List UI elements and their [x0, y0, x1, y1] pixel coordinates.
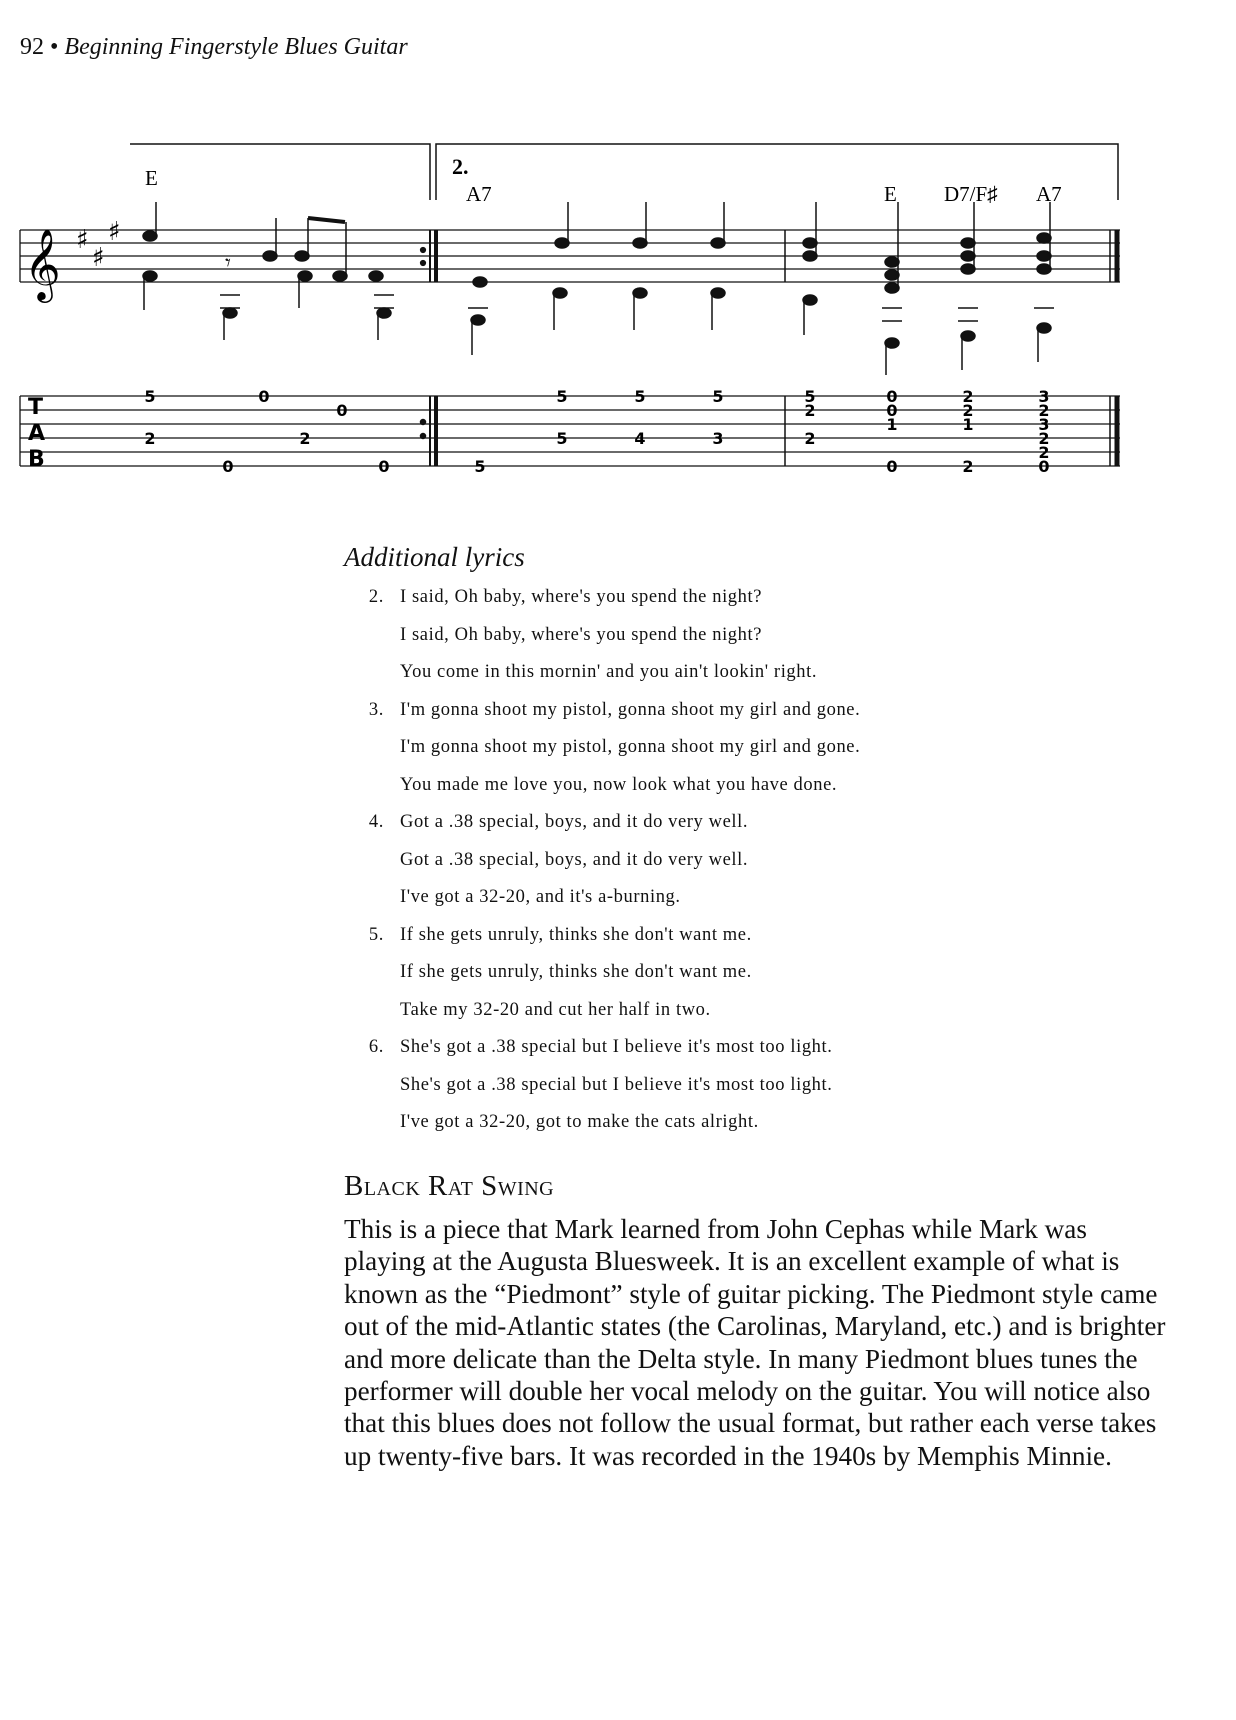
lyric-text: I've got a 32-20, got to make the cats alright. — [400, 1112, 759, 1132]
chord-symbol: D7/F♯ — [944, 182, 998, 206]
lyric-line — [362, 958, 1062, 996]
tab-number: 4 — [634, 429, 646, 448]
tab-clef-b: B — [28, 447, 45, 472]
chord-symbol: E — [884, 182, 897, 206]
tab-number: 2 — [804, 401, 816, 420]
chord-symbol: A7 — [1036, 182, 1062, 206]
tab-number: 0 — [336, 401, 348, 420]
verse-number: 4. — [368, 812, 384, 832]
lyric-line — [362, 733, 1062, 771]
music-notation-score — [0, 130, 1236, 510]
lyric-text: Take my 32-20 and cut her half in two. — [400, 999, 711, 1020]
lyric-line — [362, 1108, 1062, 1146]
lyric-line — [362, 1071, 1062, 1109]
lyric-line — [362, 996, 1062, 1034]
tab-number: 0 — [1038, 457, 1050, 476]
tab-number: 2 — [144, 429, 156, 448]
lyric-line — [362, 771, 1062, 809]
tab-clef-t: T — [28, 395, 44, 420]
lyric-text: You come in this mornin' and you ain't lookin' right. — [400, 662, 818, 682]
lyric-line — [362, 1033, 1062, 1071]
svg-text:♯: ♯ — [76, 225, 89, 255]
lyric-text: I'm gonna shoot my pistol, gonna shoot my girl and gone. — [400, 737, 861, 757]
tab-number: 5 — [144, 387, 156, 406]
notes — [143, 202, 1054, 375]
tab-clef-a: A — [28, 421, 46, 446]
tab-number: 0 — [258, 387, 270, 406]
svg-text:𝄾: 𝄾 — [225, 250, 231, 275]
tab-number: 5 — [804, 387, 816, 406]
lyric-text: If she gets unruly, thinks she don't want me. — [400, 924, 752, 945]
running-head — [20, 34, 408, 61]
tab-number: 2 — [962, 401, 974, 420]
tab-number: 3 — [1038, 387, 1050, 406]
tab-number: 2 — [1038, 429, 1050, 448]
verse-number: 5. — [368, 924, 384, 945]
tab-number: 0 — [886, 457, 898, 476]
lyric-text: Got a .38 special, boys, and it do very well. — [400, 849, 749, 870]
tab-number: 1 — [962, 415, 974, 434]
key-signature-icon — [76, 217, 121, 273]
lyric-text: She's got a .38 special but I believe it's most too light. — [400, 1037, 833, 1057]
tab-number: 0 — [886, 401, 898, 420]
lyric-line — [362, 846, 1062, 884]
lyric-line — [362, 921, 1062, 959]
tab-number: 1 — [886, 415, 898, 434]
lyric-text: She's got a .38 special but I believe it's most too light. — [400, 1074, 833, 1095]
tab-number: 2 — [962, 457, 974, 476]
svg-text:♯: ♯ — [92, 243, 105, 273]
treble-staff — [20, 230, 1120, 282]
tab-number: 2 — [804, 429, 816, 448]
lyric-line — [362, 658, 1062, 696]
tab-number: 0 — [886, 387, 898, 406]
lyrics-heading: Additional lyrics — [344, 542, 525, 572]
tab-number: 2 — [962, 387, 974, 406]
lyric-text: If she gets unruly, thinks she don't want me. — [400, 962, 752, 982]
tab-number: 2 — [299, 429, 311, 448]
chord-symbol: E — [145, 166, 158, 190]
lyric-line — [362, 583, 1062, 621]
lyric-text: Got a .38 special, boys, and it do very well. — [400, 812, 749, 832]
svg-text:♯: ♯ — [108, 217, 121, 247]
tab-number: 0 — [222, 457, 234, 476]
verse-number: 3. — [368, 699, 384, 720]
ending-label: 2. — [452, 154, 469, 179]
verse-number: 6. — [368, 1037, 384, 1057]
section-body-text: This is a piece that Mark learned from John Cephas while Mark was playing at the Augusta Bluesweek. It is an excellent example of what is known as the “Piedmont” style of guitar picking. The Piedmont style came out of the mid-Atlantic states (the Carolinas, Maryland, etc.) and is brighter and more delicate than the Delta style. In many Piedmont blues tunes the performer will double her vocal melody on the guitar. You will notice also that this blues does not follow the usual format, but rather each verse takes up twenty-five bars. It was recorded in the 1940s by Memphis Minnie. — [344, 1214, 1166, 1471]
tab-number: 5 — [556, 387, 568, 406]
lyric-text: I'm gonna shoot my pistol, gonna shoot my girl and gone. — [400, 699, 861, 720]
chord-symbol: A7 — [466, 182, 492, 206]
treble-clef-icon: 𝄞 — [24, 227, 61, 300]
lyric-text: I said, Oh baby, where's you spend the night? — [400, 624, 763, 645]
tab-number: 3 — [712, 429, 724, 448]
page-number: 92 • — [20, 34, 59, 60]
tab-number: 3 — [1038, 415, 1050, 434]
book-title: Beginning Fingerstyle Blues Guitar — [64, 34, 408, 60]
tab-number: 5 — [712, 387, 724, 406]
lyric-line — [362, 621, 1062, 659]
lyrics-list — [362, 583, 1062, 1146]
lyric-line — [362, 696, 1062, 734]
tab-number: 5 — [556, 429, 568, 448]
lyric-line — [362, 883, 1062, 921]
lyric-line — [362, 808, 1062, 846]
tab-number: 2 — [1038, 401, 1050, 420]
tab-number: 5 — [634, 387, 646, 406]
lyric-text: You made me love you, now look what you have done. — [400, 774, 838, 795]
tab-staff — [20, 396, 1120, 466]
section-title: Black Rat Swing — [344, 1170, 555, 1202]
lyric-text: I've got a 32-20, and it's a-burning. — [400, 887, 681, 907]
tab-number: 0 — [378, 457, 390, 476]
tab-number: 5 — [474, 457, 486, 476]
tab-number: 2 — [1038, 443, 1050, 462]
lyric-text: I said, Oh baby, where's you spend the night? — [400, 587, 763, 607]
verse-number: 2. — [368, 587, 384, 607]
